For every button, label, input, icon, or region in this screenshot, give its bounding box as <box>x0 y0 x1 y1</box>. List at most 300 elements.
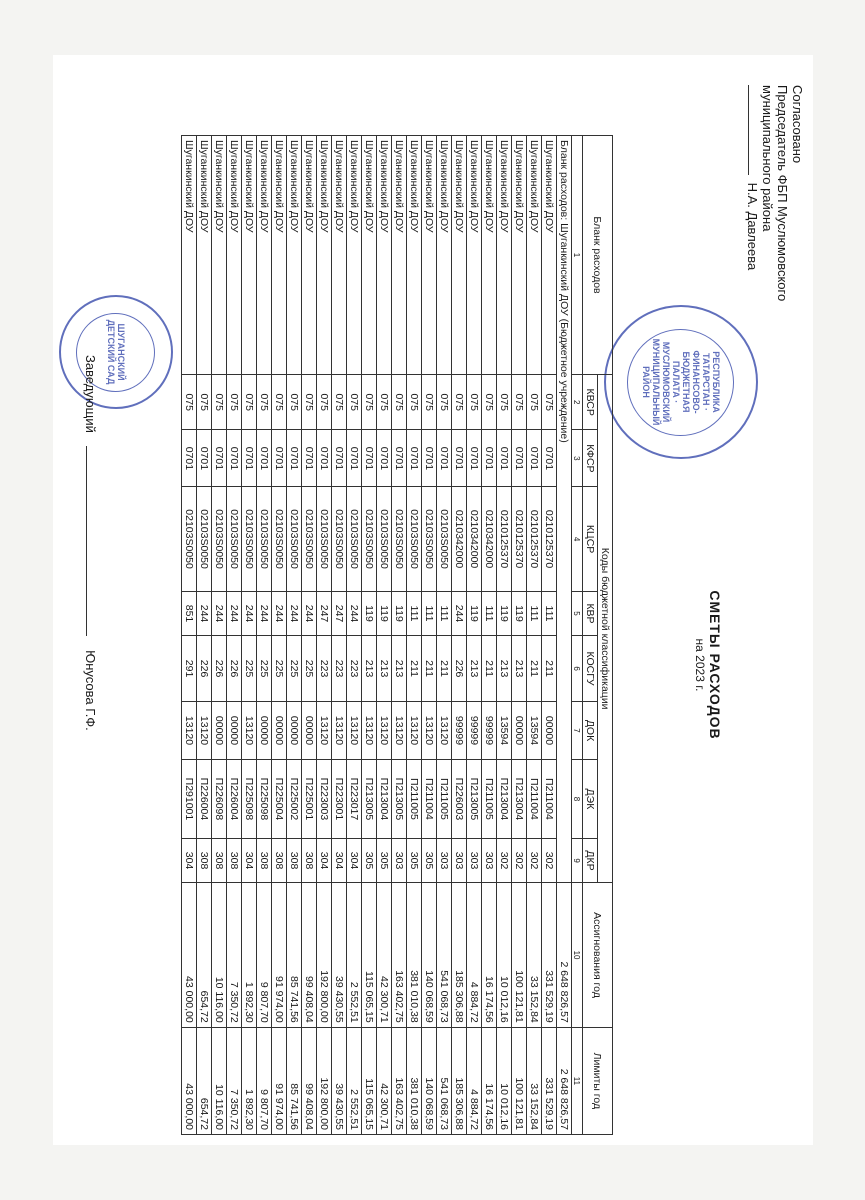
row-kcsr: 02103S0050 <box>421 487 436 592</box>
approval-position: Председатель ФБП Муслюмовского <box>774 85 790 302</box>
row-kfsr: 0701 <box>226 430 241 487</box>
row-kfsr: 0701 <box>496 430 511 487</box>
row-kosgu: 211 <box>406 636 421 702</box>
row-limits: 185 306,88 <box>451 1027 466 1134</box>
row-dek: П223003 <box>316 760 331 839</box>
row-kcsr: 0210125370 <box>511 487 526 592</box>
col-kfsr: КФСР <box>582 430 597 487</box>
row-name: Шуганкинский ДОУ <box>226 136 241 375</box>
row-assign: 381 010,38 <box>406 883 421 1027</box>
row-dek: П223001 <box>331 760 346 839</box>
row-dek: П213005 <box>361 760 376 839</box>
table-body <box>181 136 571 1135</box>
row-dek: П211004 <box>526 760 541 839</box>
row-name: Шуганкинский ДОУ <box>391 136 406 375</box>
row-assign: 140 068,59 <box>421 883 436 1027</box>
row-limits: 91 974,00 <box>271 1027 286 1134</box>
row-limits: 140 068,59 <box>421 1027 436 1134</box>
table-row <box>241 136 256 1135</box>
row-limits: 99 408,04 <box>301 1027 316 1134</box>
row-assign: 1 892,30 <box>241 883 256 1027</box>
row-assign: 100 121,81 <box>511 883 526 1027</box>
row-assign: 185 306,88 <box>451 883 466 1027</box>
row-dok: 00000 <box>286 701 301 759</box>
block-assign: 2 648 826,57 <box>556 883 571 1027</box>
row-kcsr: 02103S0050 <box>346 487 361 592</box>
row-name: Шуганкинский ДОУ <box>241 136 256 375</box>
row-kcsr: 02103S0050 <box>361 487 376 592</box>
row-kfsr: 0701 <box>466 430 481 487</box>
row-limits: 85 741,56 <box>286 1027 301 1134</box>
row-kcsr: 02103S0050 <box>271 487 286 592</box>
table-row <box>466 136 481 1135</box>
row-dek: П225098 <box>241 760 256 839</box>
row-kvr: 111 <box>421 591 436 635</box>
footer-role: Заведующий <box>82 355 98 433</box>
stamp-inner <box>627 329 734 436</box>
row-kcsr: 0210125370 <box>541 487 556 592</box>
row-dok: 13120 <box>406 701 421 759</box>
row-name: Шуганкинский ДОУ <box>346 136 361 375</box>
row-name: Шуганкинский ДОУ <box>436 136 451 375</box>
row-kvsr: 075 <box>406 375 421 430</box>
row-kvr: 111 <box>526 591 541 635</box>
row-kvsr: 075 <box>511 375 526 430</box>
row-dok: 00000 <box>211 701 226 759</box>
row-dek: П213004 <box>511 760 526 839</box>
row-kvsr: 075 <box>376 375 391 430</box>
row-kvr: 247 <box>316 591 331 635</box>
row-kfsr: 0701 <box>526 430 541 487</box>
row-dok: 00000 <box>511 701 526 759</box>
row-assign: 10 116,00 <box>211 883 226 1027</box>
row-dek: П213005 <box>466 760 481 839</box>
table-row <box>406 136 421 1135</box>
row-kosgu: 223 <box>346 636 361 702</box>
row-kfsr: 0701 <box>316 430 331 487</box>
table-row <box>271 136 286 1135</box>
row-limits: 33 152,84 <box>526 1027 541 1134</box>
row-kcsr: 0210125370 <box>496 487 511 592</box>
col-kvsr: КВСР <box>582 375 597 430</box>
column-index: 8 <box>571 760 582 839</box>
row-assign: 2 552,51 <box>346 883 361 1027</box>
row-kosgu: 225 <box>286 636 301 702</box>
row-dkr: 308 <box>301 838 316 883</box>
row-kvr: 111 <box>436 591 451 635</box>
approval-name: Н.А. Давлеева <box>744 182 760 271</box>
row-kvsr: 075 <box>346 375 361 430</box>
row-kvsr: 075 <box>466 375 481 430</box>
row-kfsr: 0701 <box>301 430 316 487</box>
title-year: на 2023 г. <box>692 638 707 692</box>
row-dok: 13594 <box>496 701 511 759</box>
row-dek: П226098 <box>211 760 226 839</box>
row-dek: П226003 <box>451 760 466 839</box>
row-kcsr: 02103S0050 <box>376 487 391 592</box>
row-limits: 43 000,00 <box>181 1027 196 1134</box>
row-dek: П213004 <box>496 760 511 839</box>
row-dok: 13120 <box>196 701 211 759</box>
row-kvsr: 075 <box>436 375 451 430</box>
row-kosgu: 213 <box>376 636 391 702</box>
row-limits: 381 010,38 <box>406 1027 421 1134</box>
row-kfsr: 0701 <box>421 430 436 487</box>
row-kvr: 244 <box>211 591 226 635</box>
row-kvr: 244 <box>241 591 256 635</box>
row-name: Шуганкинский ДОУ <box>286 136 301 375</box>
row-dkr: 308 <box>256 838 271 883</box>
row-kosgu: 211 <box>526 636 541 702</box>
row-dkr: 308 <box>226 838 241 883</box>
row-limits: 331 529,19 <box>541 1027 556 1134</box>
row-name: Шуганкинский ДОУ <box>256 136 271 375</box>
row-name: Шуганкинский ДОУ <box>181 136 196 375</box>
row-kvr: 851 <box>181 591 196 635</box>
row-dek: П225004 <box>271 760 286 839</box>
row-dek: П223017 <box>346 760 361 839</box>
row-assign: 10 012,16 <box>496 883 511 1027</box>
table-row <box>376 136 391 1135</box>
row-kfsr: 0701 <box>346 430 361 487</box>
row-kvsr: 075 <box>541 375 556 430</box>
row-kcsr: 02103S0050 <box>226 487 241 592</box>
row-dok: 13120 <box>421 701 436 759</box>
approval-signature <box>745 85 760 301</box>
row-dek: П225002 <box>286 760 301 839</box>
table-row <box>481 136 496 1135</box>
row-assign: 115 065,15 <box>361 883 376 1027</box>
row-kosgu: 213 <box>391 636 406 702</box>
table-row <box>496 136 511 1135</box>
row-kfsr: 0701 <box>436 430 451 487</box>
row-kvr: 244 <box>256 591 271 635</box>
row-limits: 42 300,71 <box>376 1027 391 1134</box>
col-codes-group: Коды бюджетной классификации <box>597 375 612 883</box>
row-limits: 163 402,75 <box>391 1027 406 1134</box>
row-dek: П226004 <box>226 760 241 839</box>
table-row <box>331 136 346 1135</box>
row-kvr: 119 <box>511 591 526 635</box>
row-kosgu: 225 <box>256 636 271 702</box>
row-kfsr: 0701 <box>211 430 226 487</box>
signature-line <box>748 85 749 175</box>
column-index: 2 <box>571 375 582 430</box>
signature-line <box>86 446 87 636</box>
table-row <box>451 136 466 1135</box>
row-dkr: 303 <box>436 838 451 883</box>
row-dok: 00000 <box>226 701 241 759</box>
row-kfsr: 0701 <box>391 430 406 487</box>
row-dok: 00000 <box>301 701 316 759</box>
row-assign: 85 741,56 <box>286 883 301 1027</box>
col-blank: Бланк расходов <box>582 136 612 375</box>
table-row <box>211 136 226 1135</box>
row-kfsr: 0701 <box>286 430 301 487</box>
row-kfsr: 0701 <box>361 430 376 487</box>
row-dkr: 308 <box>211 838 226 883</box>
table-row <box>286 136 301 1135</box>
table-row <box>301 136 316 1135</box>
row-kvsr: 075 <box>421 375 436 430</box>
row-dkr: 305 <box>406 838 421 883</box>
row-dok: 13594 <box>526 701 541 759</box>
row-kvr: 247 <box>331 591 346 635</box>
row-assign: 9 807,70 <box>256 883 271 1027</box>
row-kosgu: 291 <box>181 636 196 702</box>
row-kcsr: 02103S0050 <box>331 487 346 592</box>
row-dek: П225098 <box>256 760 271 839</box>
row-dek: П226004 <box>196 760 211 839</box>
row-name: Шуганкинский ДОУ <box>421 136 436 375</box>
row-assign: 16 174,56 <box>481 883 496 1027</box>
row-kcsr: 0210342000 <box>451 487 466 592</box>
row-kcsr: 0210342000 <box>466 487 481 592</box>
row-dek: П211005 <box>406 760 421 839</box>
col-kcsr: КЦСР <box>582 487 597 592</box>
row-limits: 115 065,15 <box>361 1027 376 1134</box>
row-dok: 13120 <box>316 701 331 759</box>
table-row <box>421 136 436 1135</box>
row-kvsr: 075 <box>361 375 376 430</box>
table-row <box>256 136 271 1135</box>
approval-label: Согласовано <box>789 85 805 164</box>
row-name: Шуганкинский ДОУ <box>301 136 316 375</box>
table-row <box>181 136 196 1135</box>
row-limits: 16 174,56 <box>481 1027 496 1134</box>
row-dok: 13120 <box>181 701 196 759</box>
row-name: Шуганкинский ДОУ <box>496 136 511 375</box>
col-kosgu: КОСГУ <box>582 636 597 702</box>
column-index: 9 <box>571 838 582 883</box>
row-kvsr: 075 <box>496 375 511 430</box>
row-dok: 13120 <box>241 701 256 759</box>
row-kosgu: 225 <box>271 636 286 702</box>
row-kvr: 244 <box>301 591 316 635</box>
row-dok: 13120 <box>331 701 346 759</box>
row-assign: 192 800,00 <box>316 883 331 1027</box>
row-dok: 00000 <box>256 701 271 759</box>
row-dkr: 302 <box>541 838 556 883</box>
row-kfsr: 0701 <box>541 430 556 487</box>
row-kosgu: 226 <box>211 636 226 702</box>
row-kfsr: 0701 <box>241 430 256 487</box>
row-name: Шуганкинский ДОУ <box>406 136 421 375</box>
row-kosgu: 226 <box>196 636 211 702</box>
row-kcsr: 0210125370 <box>526 487 541 592</box>
row-dok: 00000 <box>271 701 286 759</box>
col-kvr: КВР <box>582 591 597 635</box>
row-name: Шуганкинский ДОУ <box>271 136 286 375</box>
row-kfsr: 0701 <box>331 430 346 487</box>
row-assign: 39 430,55 <box>331 883 346 1027</box>
row-kcsr: 02103S0050 <box>241 487 256 592</box>
row-dkr: 302 <box>526 838 541 883</box>
row-dkr: 304 <box>241 838 256 883</box>
row-assign: 654,72 <box>196 883 211 1027</box>
column-index: 7 <box>571 701 582 759</box>
row-dek: П213005 <box>391 760 406 839</box>
row-dok: 13120 <box>361 701 376 759</box>
stamp-text: ШУГАНСКИЙ ДЕТСКИЙ САД <box>105 319 126 385</box>
row-kvr: 244 <box>226 591 241 635</box>
row-kfsr: 0701 <box>196 430 211 487</box>
row-name: Шуганкинский ДОУ <box>316 136 331 375</box>
table-row <box>196 136 211 1135</box>
row-kvsr: 075 <box>451 375 466 430</box>
block-limits: 2 648 826,57 <box>556 1027 571 1134</box>
table-row <box>541 136 556 1135</box>
approval-block <box>745 85 805 301</box>
row-kvr: 119 <box>391 591 406 635</box>
budget-table <box>181 135 613 1135</box>
row-kvr: 119 <box>376 591 391 635</box>
col-dkr: ДКР <box>582 838 597 883</box>
row-dok: 99999 <box>451 701 466 759</box>
row-name: Шуганкинский ДОУ <box>451 136 466 375</box>
row-assign: 43 000,00 <box>181 883 196 1027</box>
row-dek: П211004 <box>421 760 436 839</box>
row-limits: 2 552,51 <box>346 1027 361 1134</box>
row-kosgu: 226 <box>226 636 241 702</box>
row-dek: П211005 <box>481 760 496 839</box>
col-assign: Ассигнования год <box>582 883 612 1027</box>
row-kvr: 119 <box>466 591 481 635</box>
row-kosgu: 213 <box>466 636 481 702</box>
row-kvr: 111 <box>481 591 496 635</box>
row-kvsr: 075 <box>331 375 346 430</box>
row-kvr: 244 <box>451 591 466 635</box>
row-kvsr: 075 <box>181 375 196 430</box>
row-kfsr: 0701 <box>181 430 196 487</box>
row-limits: 9 807,70 <box>256 1027 271 1134</box>
row-kcsr: 02103S0050 <box>391 487 406 592</box>
col-limits: Лимиты год <box>582 1027 612 1134</box>
row-kvsr: 075 <box>196 375 211 430</box>
row-kvsr: 075 <box>316 375 331 430</box>
row-limits: 1 892,30 <box>241 1027 256 1134</box>
row-kvsr: 075 <box>241 375 256 430</box>
table-row <box>391 136 406 1135</box>
row-kfsr: 0701 <box>256 430 271 487</box>
row-kvsr: 075 <box>526 375 541 430</box>
row-dok: 13120 <box>376 701 391 759</box>
row-name: Шуганкинский ДОУ <box>211 136 226 375</box>
row-limits: 100 121,81 <box>511 1027 526 1134</box>
row-kvr: 111 <box>406 591 421 635</box>
row-kvr: 119 <box>496 591 511 635</box>
row-assign: 331 529,19 <box>541 883 556 1027</box>
row-name: Шуганкинский ДОУ <box>526 136 541 375</box>
row-kosgu: 213 <box>511 636 526 702</box>
block-label: Бланк расходов: Шуганкинский ДОУ (Бюджетное учреждение) <box>556 136 571 883</box>
row-kosgu: 225 <box>241 636 256 702</box>
row-dek: П225001 <box>301 760 316 839</box>
row-name: Шуганкинский ДОУ <box>361 136 376 375</box>
row-kfsr: 0701 <box>511 430 526 487</box>
row-kfsr: 0701 <box>406 430 421 487</box>
row-name: Шуганкинский ДОУ <box>541 136 556 375</box>
row-kfsr: 0701 <box>451 430 466 487</box>
column-index: 6 <box>571 636 582 702</box>
col-dok: ДОК <box>582 701 597 759</box>
row-dkr: 308 <box>271 838 286 883</box>
table-row <box>436 136 451 1135</box>
row-kvr: 244 <box>196 591 211 635</box>
row-dok: 13120 <box>346 701 361 759</box>
row-dek: П211004 <box>541 760 556 839</box>
document-sheet <box>53 55 813 1145</box>
row-kvr: 244 <box>286 591 301 635</box>
row-dkr: 303 <box>391 838 406 883</box>
column-index-row <box>571 136 582 1135</box>
row-kcsr: 02103S0050 <box>286 487 301 592</box>
table-row <box>346 136 361 1135</box>
row-kfsr: 0701 <box>271 430 286 487</box>
row-assign: 541 068,73 <box>436 883 451 1027</box>
row-dkr: 308 <box>286 838 301 883</box>
row-dkr: 304 <box>346 838 361 883</box>
row-dok: 13120 <box>436 701 451 759</box>
row-kosgu: 213 <box>496 636 511 702</box>
row-kfsr: 0701 <box>376 430 391 487</box>
row-kosgu: 223 <box>316 636 331 702</box>
row-limits: 10 012,16 <box>496 1027 511 1134</box>
col-dek: ДЭК <box>582 760 597 839</box>
approval-position-2: муниципального района <box>759 85 775 232</box>
row-kosgu: 226 <box>451 636 466 702</box>
row-dok: 00000 <box>541 701 556 759</box>
row-name: Шуганкинский ДОУ <box>196 136 211 375</box>
row-kcsr: 02103S0050 <box>256 487 271 592</box>
row-kvsr: 075 <box>301 375 316 430</box>
organization-stamp <box>59 295 173 409</box>
row-kosgu: 211 <box>421 636 436 702</box>
row-dek: П211005 <box>436 760 451 839</box>
row-dkr: 308 <box>196 838 211 883</box>
row-name: Шуганкинский ДОУ <box>331 136 346 375</box>
row-kvsr: 075 <box>256 375 271 430</box>
row-kvsr: 075 <box>226 375 241 430</box>
row-kcsr: 02103S0050 <box>436 487 451 592</box>
row-kvr: 111 <box>541 591 556 635</box>
row-kcsr: 0210342000 <box>481 487 496 592</box>
row-kosgu: 213 <box>361 636 376 702</box>
row-dkr: 303 <box>481 838 496 883</box>
row-name: Шуганкинский ДОУ <box>511 136 526 375</box>
row-kosgu: 211 <box>541 636 556 702</box>
row-limits: 541 068,73 <box>436 1027 451 1134</box>
row-dek: П291001 <box>181 760 196 839</box>
row-limits: 4 884,72 <box>466 1027 481 1134</box>
row-kvsr: 075 <box>271 375 286 430</box>
row-assign: 33 152,84 <box>526 883 541 1027</box>
stamp-text: РЕСПУБЛИКА ТАТАРСТАН · ФИНАНСОВО-БЮДЖЕТНАЯ ПАЛАТА · МУСЛЮМОВСКИЙ МУНИЦИПАЛЬНЫЙ РАЙОН <box>640 338 721 426</box>
block-row <box>556 136 571 1135</box>
row-kvsr: 075 <box>391 375 406 430</box>
row-dek: П213004 <box>376 760 391 839</box>
table-row <box>526 136 541 1135</box>
row-kcsr: 02103S0050 <box>316 487 331 592</box>
row-kcsr: 02103S0050 <box>211 487 226 592</box>
column-index: 10 <box>571 883 582 1027</box>
row-dok: 99999 <box>481 701 496 759</box>
row-dkr: 305 <box>421 838 436 883</box>
row-name: Шуганкинский ДОУ <box>376 136 391 375</box>
row-limits: 654,72 <box>196 1027 211 1134</box>
row-name: Шуганкинский ДОУ <box>481 136 496 375</box>
row-kvr: 244 <box>271 591 286 635</box>
